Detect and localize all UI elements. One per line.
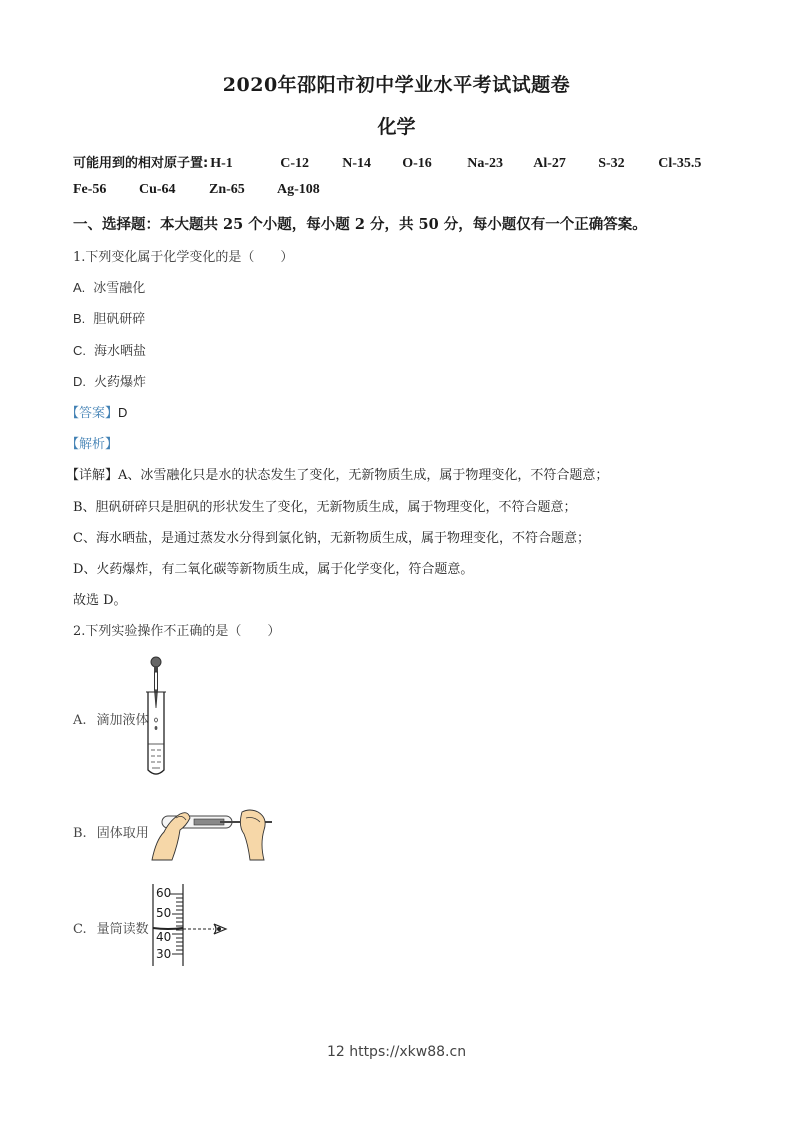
dropper-test-tube-figure [140,652,180,780]
option-letter: A. [73,280,86,295]
question-1-option-b [73,308,145,327]
explanation-line: D、火药爆炸，有二氧化碳等新物质生成，属于化学变化，符合题意。 [73,562,474,577]
option-letter: B. [73,311,86,326]
atomic-mass: Cl-35.5 [658,156,702,171]
question-1-option-d [73,371,146,390]
subject-title: 化学 [377,116,416,138]
scale-label: 40 [156,930,172,944]
answer-value: D [118,405,128,420]
option-letter: A. [73,713,87,728]
option-letter: D. [73,374,86,389]
atomic-mass: S-32 [598,156,625,171]
atomic-masses-label: 可能用到的相对原子置: [73,156,209,171]
explanation-conclusion: 故选 D。 [73,593,127,608]
section-heading: 一、选择题：本大题共 25 个小题，每小题 2 分，共 50 分，每小题仅有一个正确答案。 [73,216,647,233]
page-footer: 12 https://xkw88.cn [326,1044,467,1060]
scale-label: 60 [156,886,172,900]
hands-test-tube-figure [150,800,275,866]
atomic-mass: H-1 [210,156,233,171]
option-text: 火药爆炸 [94,375,147,390]
atomic-masses-row-1 [73,152,701,172]
question-1-stem: 1.下列变化属于化学变化的是（ ） [73,250,294,265]
option-text: 胆矾研碎 [93,312,146,327]
option-text: 海水晒盐 [94,344,147,359]
atomic-mass: Zn-65 [209,182,245,197]
question-1-answer [66,402,127,421]
atomic-mass: N-14 [342,156,371,171]
atomic-mass: O-16 [402,156,432,171]
explanation-line: 【详解】A、冰雪融化只是水的状态发生了变化，无新物质生成，属于物理变化，不符合题意； [66,468,609,483]
question-2-option-a [73,709,149,728]
question-1-analysis-tag [66,433,118,452]
option-text: 滴加液体 [96,713,149,728]
explanation-line: B、胆矾研碎只是胆矾的形状发生了变化，无新物质生成，属于物理变化，不符合题意； [73,500,577,515]
scale-label: 50 [156,906,172,920]
option-letter: C. [73,343,86,358]
atomic-mass: Na-23 [467,156,503,171]
atomic-mass: Fe-56 [73,182,107,197]
answer-tag: 【答案】 [66,406,119,421]
atomic-masses-row-2 [73,182,320,198]
question-2-stem: 2.下列实验操作不正确的是（ ） [73,624,281,639]
question-2-option-c [73,918,149,937]
scale-label: 30 [156,947,172,961]
option-text: 量筒读数 [96,922,149,937]
analysis-tag: 【解析】 [66,437,119,452]
question-2-option-b [73,822,149,841]
option-text: 固体取用 [96,826,149,841]
question-1-option-a [73,277,145,296]
exam-title: 2020年邵阳市初中学业水平考试试题卷 [222,74,571,96]
atomic-mass: Al-27 [533,156,566,171]
question-1-option-c [73,340,146,359]
option-text: 冰雪融化 [93,281,146,296]
atomic-mass: Ag-108 [277,182,320,197]
explanation-line: C、海水晒盐，是通过蒸发水分得到氯化钠，无新物质生成，属于物理变化，不符合题意； [73,531,590,546]
graduated-cylinder-figure [150,884,240,968]
option-letter: B. [73,826,87,841]
option-letter: C. [73,922,87,937]
atomic-mass: C-12 [280,156,309,171]
atomic-mass: Cu-64 [139,182,176,197]
